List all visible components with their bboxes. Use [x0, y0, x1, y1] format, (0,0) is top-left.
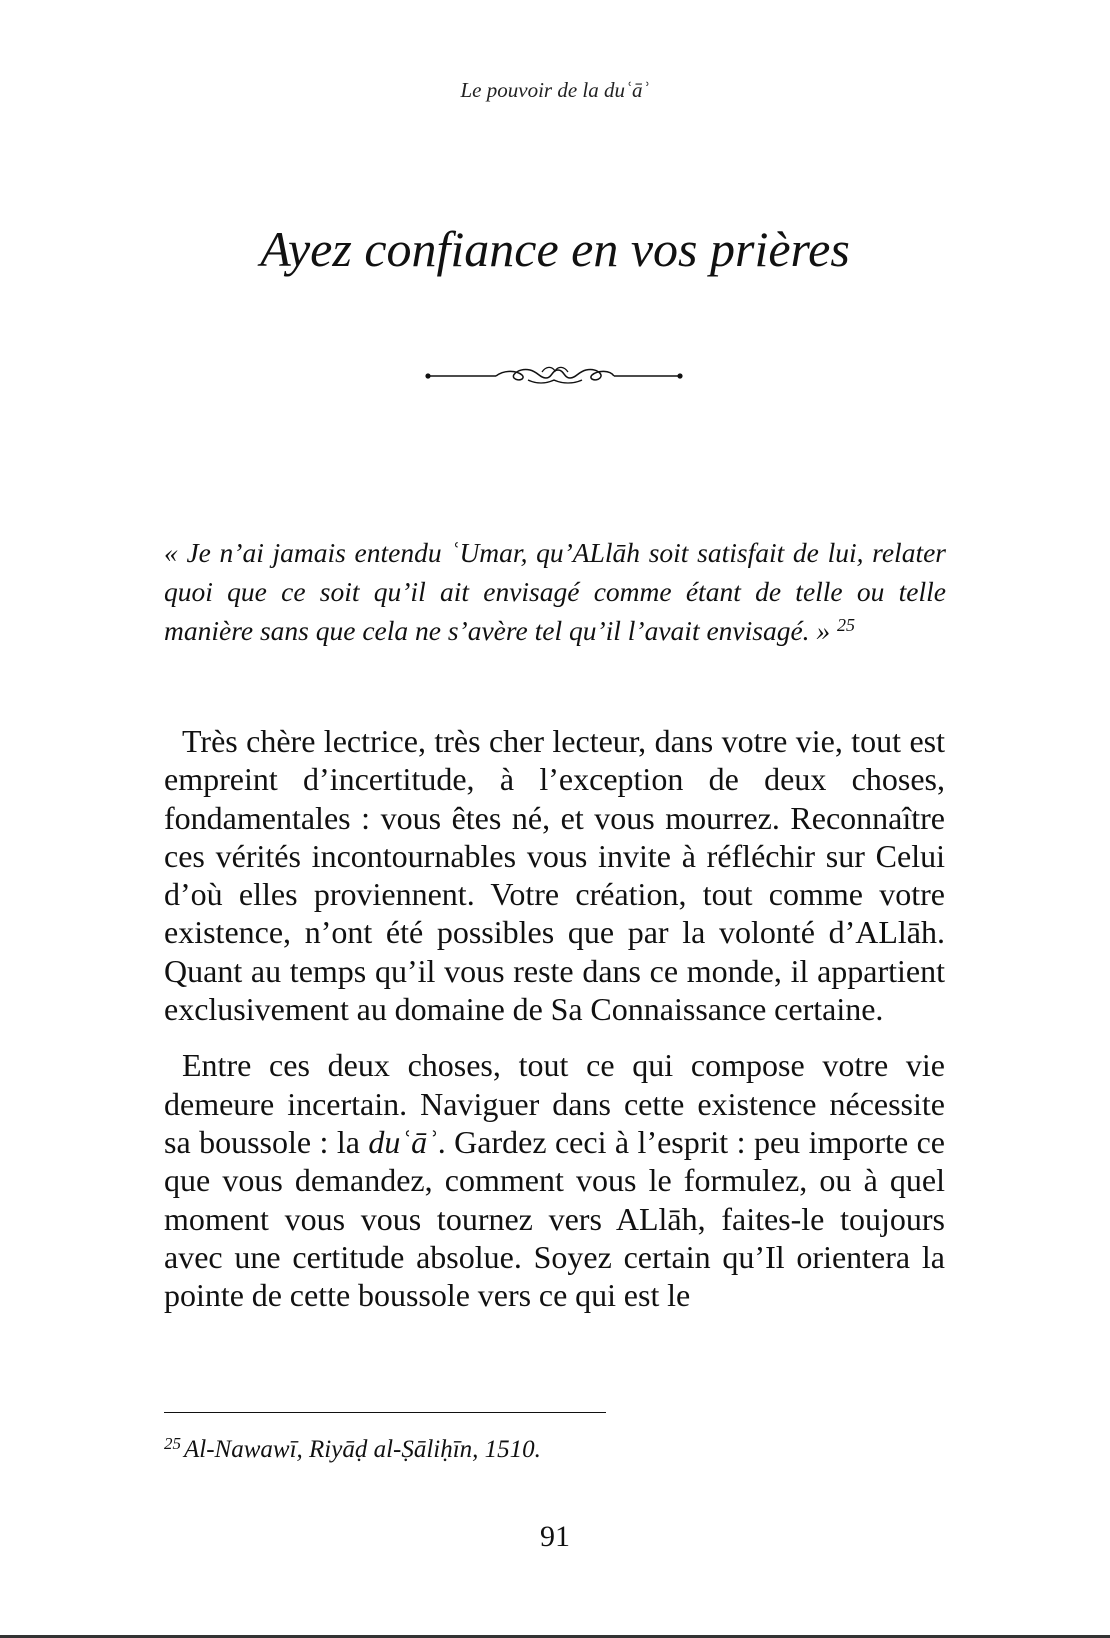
paragraph	[164, 1046, 945, 1314]
epigraph-text: « Je n’ai jamais entendu ʿUmar, qu’ALlāh soit satisfait de lui, relater quoi que ce soit qu’il ait envisagé comme étant de telle ou telle manière sans que cela ne s’avère tel qu’il l’avait envisagé. »	[164, 537, 946, 646]
paragraph: Très chère lectrice, très cher lecteur, dans votre vie, tout est empreint d’incertitude, à l’exception de deux choses, fondamentales : vous êtes né, et vous mourrez. Reconnaître ces vérités incontournables vous invite à réfléchir sur Celui d’où elles proviennent. Votre création, tout comme votre existence, n’ont été possibles que par la volonté d’ALlāh. Quant au temps qu’il vous reste dans ce monde, il appartient exclusivement au domaine de Sa Connaissance certaine.	[164, 723, 945, 1028]
running-header: Le pouvoir de la duʿāʾ	[460, 78, 650, 102]
italic-term: duʿāʾ	[368, 1123, 438, 1160]
ornamental-divider-icon	[424, 358, 686, 394]
paragraph-text: . Gardez ceci à l’esprit : peu importe ce que vous demandez, comment vous le formulez, ou à quel moment vous vous tournez vers ALlāh, faites-le toujours avec une certitude absolue. Soyez certain qu’Il orientera la pointe de cette boussole vers ce qui est le	[164, 1123, 945, 1314]
footnote-text: Al-Nawawī, Riyāḍ al-Ṣāliḥīn, 1510.	[184, 1436, 541, 1463]
body-text	[164, 722, 945, 1332]
chapter-title: Ayez confiance en vos prières	[260, 221, 850, 277]
paragraph-text: Entre ces deux choses, tout ce qui compose votre vie demeure incertain. Naviguer dans cette existence nécessite sa boussole : la	[164, 1047, 945, 1160]
footnote	[164, 1434, 946, 1466]
epigraph	[164, 533, 946, 650]
footnote-separator	[164, 1412, 606, 1413]
footnote-number: 25	[164, 1434, 181, 1453]
page-number: 91	[540, 1520, 570, 1553]
footnote-reference[interactable]: 25	[837, 615, 856, 635]
